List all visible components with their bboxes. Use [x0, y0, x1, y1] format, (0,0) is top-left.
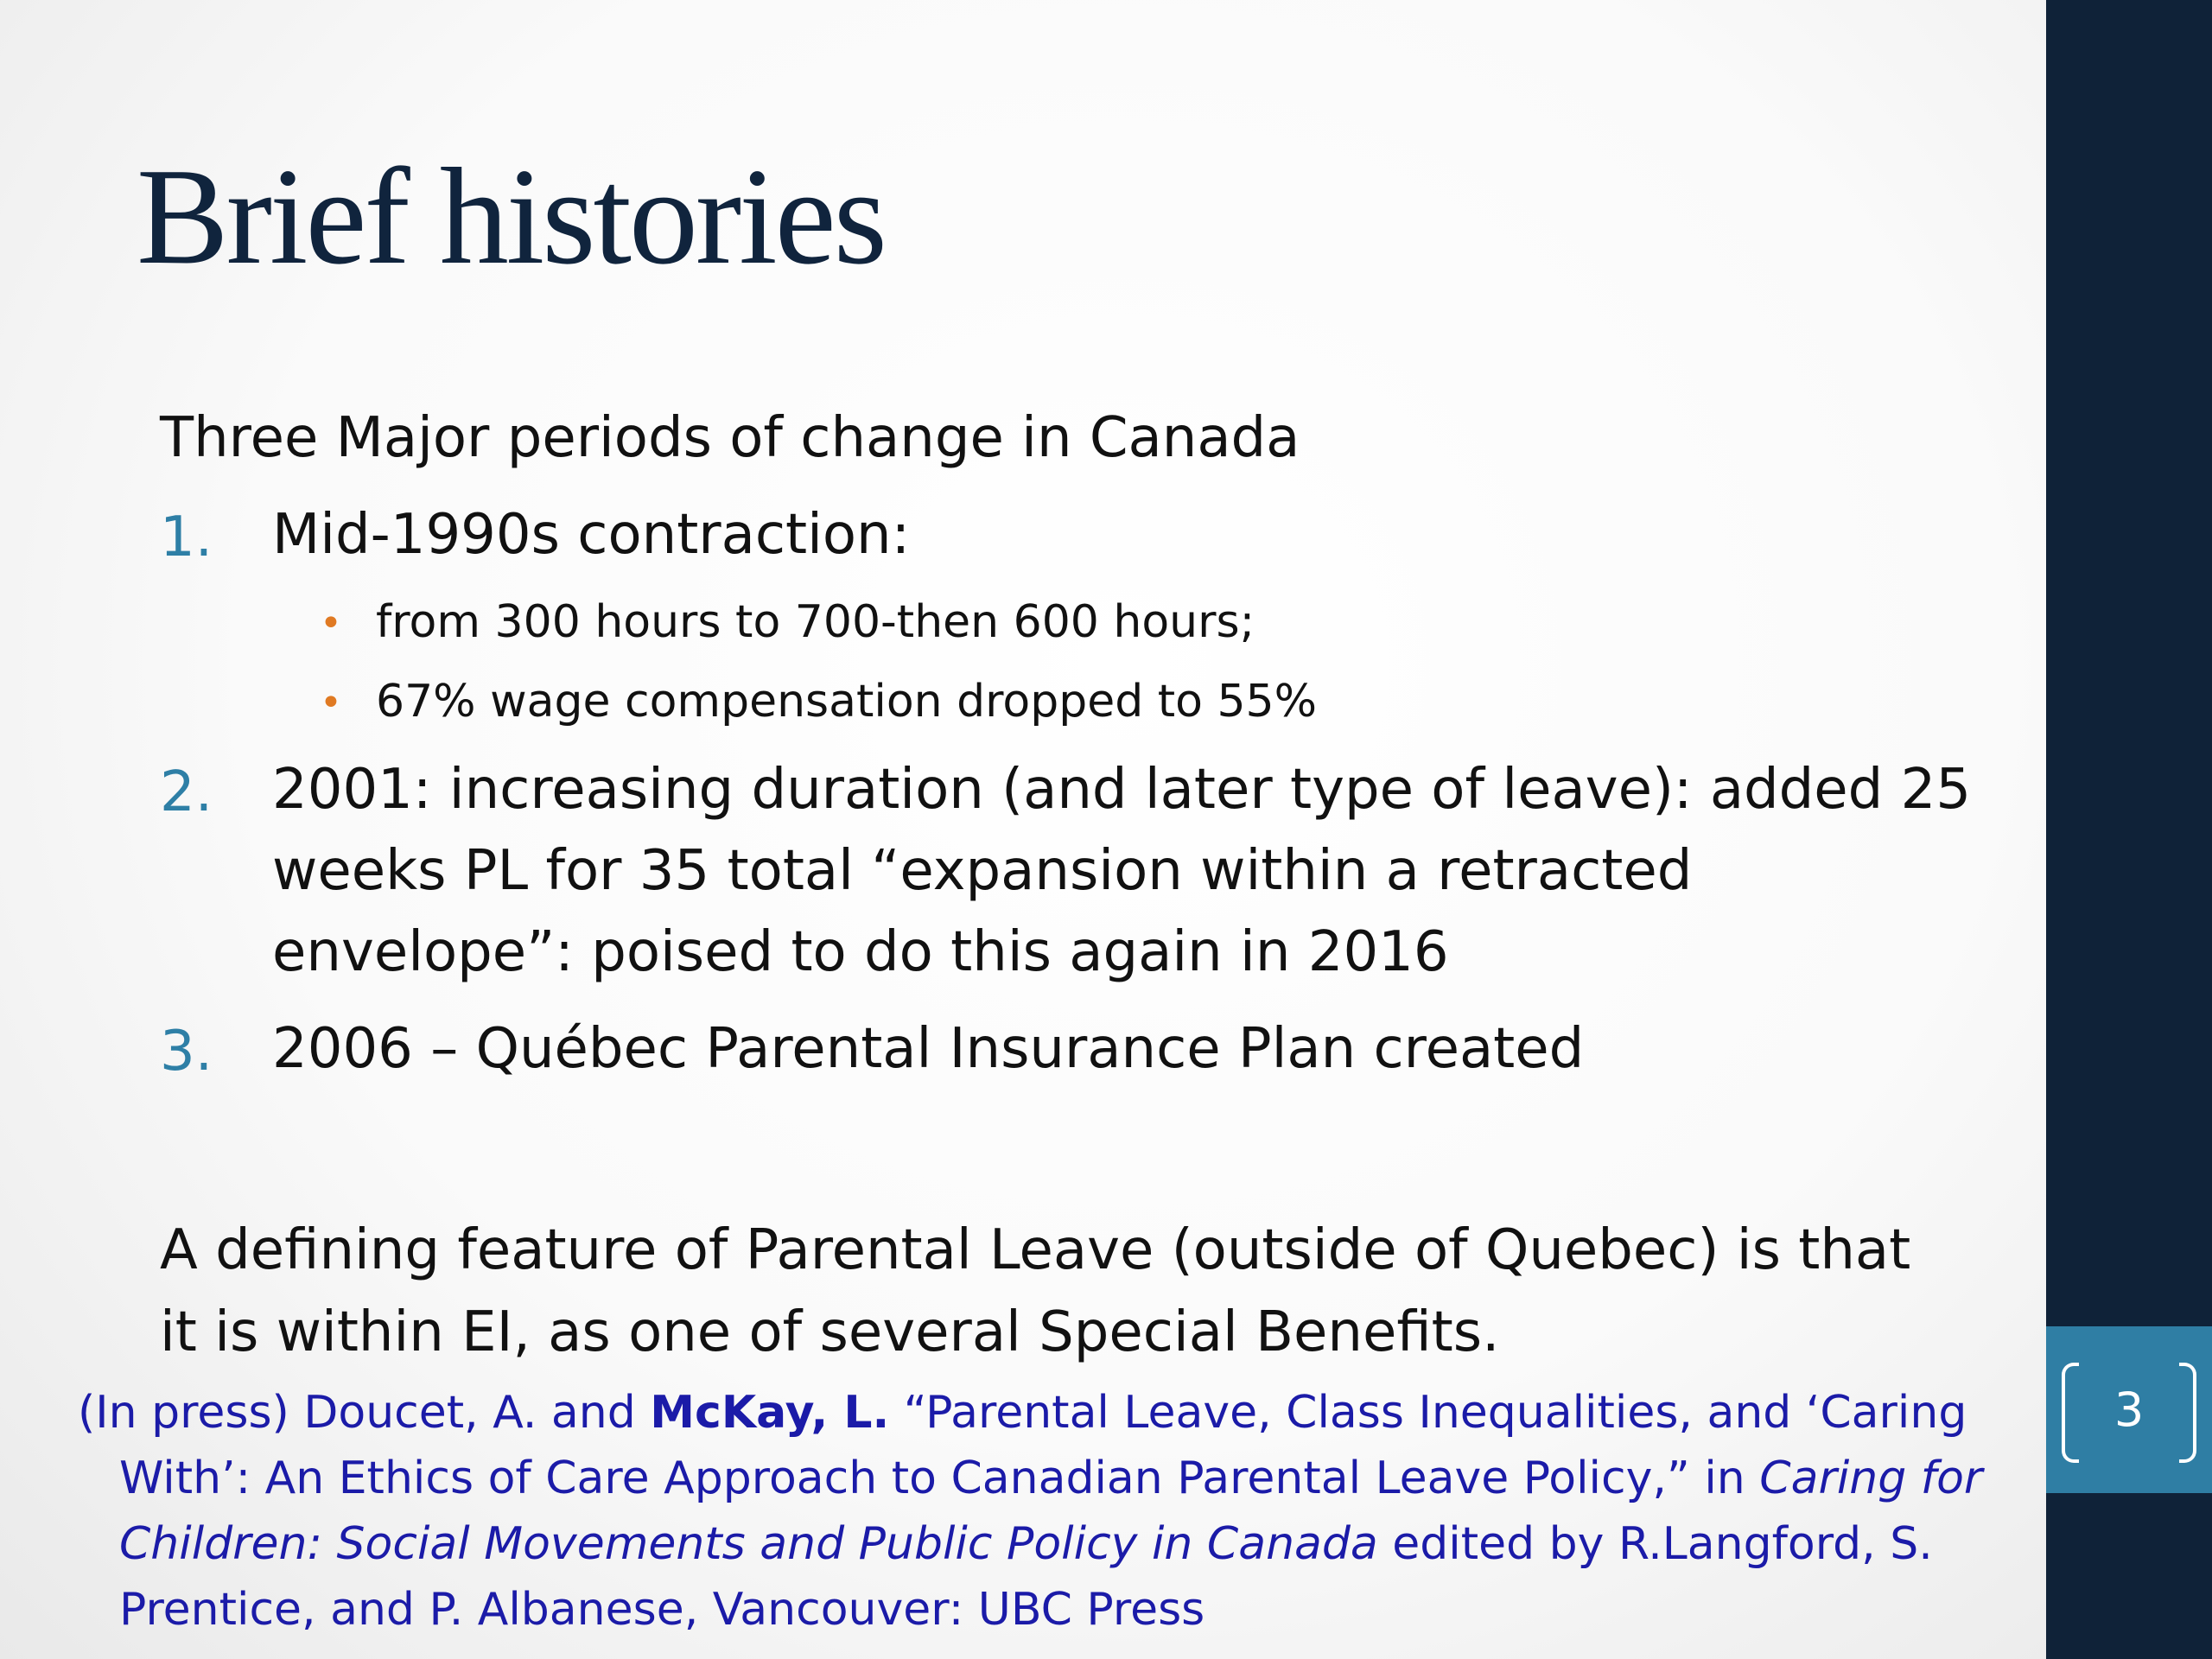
citation-author: McKay, L.	[650, 1387, 890, 1439]
bullet-item-1: from 300 hours to 700-then 600 hours;	[376, 596, 1255, 648]
citation-book-title: Caring for Children: Social Movements and Public Policy in Canada	[119, 1452, 1983, 1570]
page-number: 3	[2113, 1382, 2145, 1437]
list-item-3-line-1: 2006 – Québec Parental Insurance Plan created	[272, 1017, 1585, 1081]
list-item-2-line-3: envelope”: poised to do this again in 2016	[272, 920, 1449, 984]
defining-line-2: it is within EI, as one of several Special Benefits.	[160, 1300, 1500, 1364]
bullet-item-2: 67% wage compensation dropped to 55%	[376, 676, 1318, 728]
defining-line-1: A defining feature of Parental Leave (outside of Quebec) is that	[160, 1218, 1911, 1282]
list-number-3: 3.	[160, 1020, 213, 1084]
bullet-dot-icon: •	[320, 681, 342, 725]
page-number-box	[2046, 1326, 2212, 1493]
list-number-2: 2.	[160, 760, 213, 824]
defining-feature-text	[160, 1210, 1910, 1374]
slide-title: Brief histories	[137, 139, 885, 293]
citation-middle: “Parental Leave, Class Inequalities, and ‘Caring With’: An Ethics of Care Approach to Canadian Parental Leave Policy,” in	[119, 1387, 1967, 1504]
list-item-2-line-1: 2001: increasing duration (and later type of leave): added 25	[272, 758, 1972, 822]
bullet-dot-icon: •	[320, 601, 342, 645]
citation-suffix: edited by R.Langford, S. Prentice, and P. Albanese, Vancouver: UBC Press	[119, 1518, 1933, 1636]
citation-prefix: (In press) Doucet, A. and	[78, 1387, 651, 1439]
list-item-2-line-2: weeks PL for 35 total “expansion within a retracted	[272, 839, 1693, 903]
intro-text: Three Major periods of change in Canada	[160, 406, 1300, 470]
list-item-1-line-1: Mid-1990s contraction:	[272, 503, 911, 567]
list-number-1: 1.	[160, 505, 213, 569]
citation-reference	[78, 1380, 2055, 1643]
